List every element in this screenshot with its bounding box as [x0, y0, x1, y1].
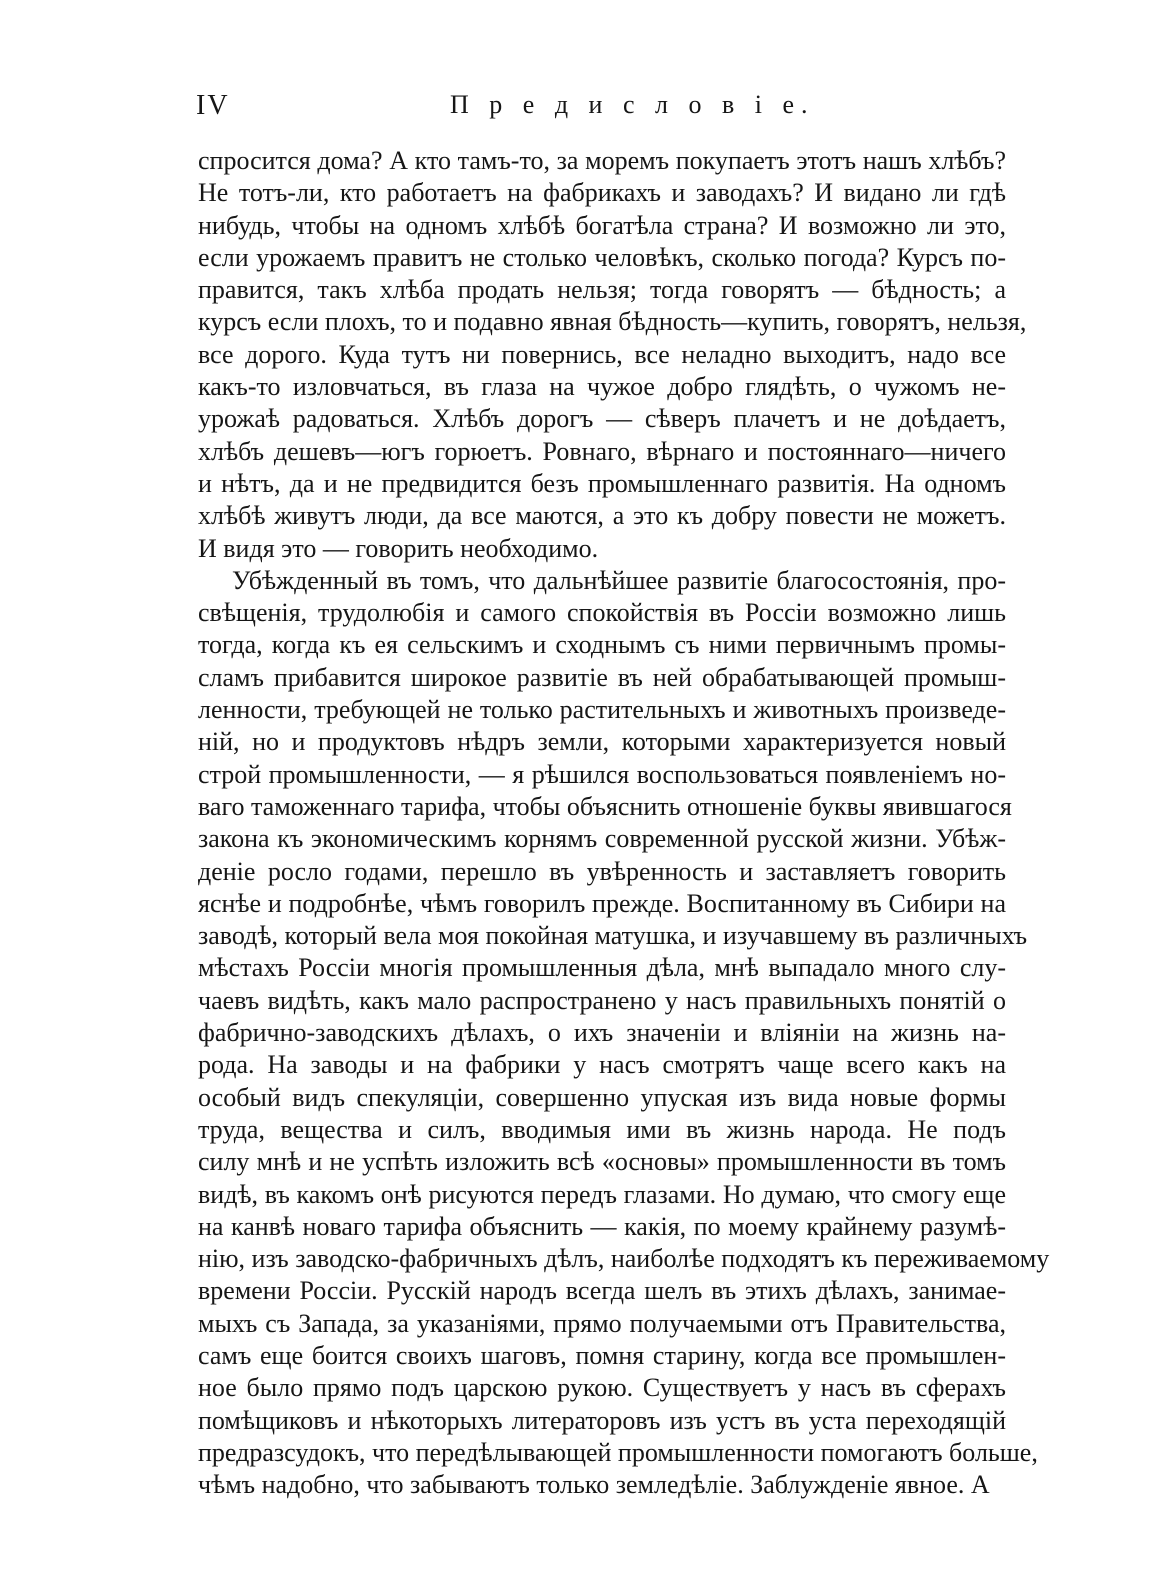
text-line: нію, изъ заводско-фабричныхъ дѣлъ, наиболѣе подходятъ къ переживаемому — [198, 1244, 1050, 1274]
text-line: деніе росло годами, перешло въ увѣренность и заставляетъ говорить — [198, 856, 1006, 886]
text-line: видѣ, въ какомъ онѣ рисуются передъ глазами. Но думаю, что смогу еще — [198, 1179, 1006, 1209]
text-line: урожаѣ радоваться. Хлѣбъ дорогъ — сѣверъ плачетъ и не доѣдаетъ, — [198, 404, 1006, 434]
text-line: Убѣжденный въ томъ, что дальнѣйшее развитіе благосостоянія, про- — [232, 565, 1006, 595]
text-line: курсъ если плохъ, то и подавно явная бѣдность—купить, говорятъ, нельзя, — [198, 307, 1027, 337]
text-line: какъ-то изловчаться, въ глаза на чужое добро глядѣть, о чужомъ не- — [198, 372, 1006, 402]
paragraph — [198, 565, 1050, 1502]
running-title: П р е д и с л о в і е. — [450, 90, 815, 119]
text-line: свѣщенія, трудолюбія и самого спокойствія въ Россіи возможно лишь — [198, 598, 1006, 628]
text-line: труда, вещества и силъ, вводимыя ими въ жизнь народа. Не подъ — [198, 1114, 1006, 1144]
text-line: фабрично-заводскихъ дѣлахъ, о ихъ значеніи и вліяніи на жизнь на- — [198, 1018, 1006, 1048]
text-line: и нѣтъ, да и не предвидится безъ промышленнаго развитія. На одномъ — [198, 468, 1006, 498]
text-line: мѣстахъ Россіи многія промышленныя дѣла, мнѣ выпадало много слу- — [198, 953, 1006, 983]
page-header — [0, 0, 1163, 140]
text-line: ваго таможеннаго тарифа, чтобы объяснить отношеніе буквы явившагося — [198, 791, 1012, 821]
text-line: яснѣе и подробнѣе, чѣмъ говорилъ прежде. Воспитанному въ Сибири на — [198, 888, 1006, 918]
text-line: ленности, требующей не только растительныхъ и животныхъ произведе- — [198, 695, 1006, 725]
text-line: предразсудокъ, что передѣлывающей промышленности помогаютъ больше, — [198, 1437, 1038, 1467]
text-line: чаевъ видѣть, какъ мало распространено у насъ правильныхъ понятій о — [198, 985, 1006, 1015]
page-number: IV — [196, 90, 230, 121]
text-line: нибудь, чтобы на одномъ хлѣбѣ богатѣла страна? И возможно ли это, — [198, 210, 1006, 240]
text-line: мыхъ съ Запада, за указаніями, прямо получаемыми отъ Правительства, — [198, 1308, 1006, 1338]
text-line: правится, такъ хлѣба продать нельзя; тогда говорятъ — бѣдность; а — [198, 275, 1006, 305]
text-line: все дорого. Куда тутъ ни повернись, все неладно выходитъ, надо все — [198, 339, 1006, 369]
text-line: помѣщиковъ и нѣкоторыхъ литераторовъ изъ устъ въ уста переходящій — [198, 1405, 1006, 1435]
text-line: заводѣ, который вела моя покойная матушка, и изучавшему въ различныхъ — [198, 921, 1028, 951]
text-line: рода. На заводы и на фабрики у насъ смотрятъ чаще всего какъ на — [198, 1050, 1006, 1080]
text-line: сламъ прибавится широкое развитіе въ ней обрабатывающей промыш- — [198, 662, 1006, 692]
text-line: И видя это — говорить необходимо. — [198, 533, 599, 563]
text-line: чѣмъ надобно, что забываютъ только земледѣліе. Заблужденіе явное. А — [198, 1470, 990, 1500]
text-line: строй промышленности, — я рѣшился воспользоваться появленіемъ но- — [198, 759, 1006, 789]
text-line: времени Россіи. Русскій народъ всегда шелъ въ этихъ дѣлахъ, занимае- — [198, 1276, 1006, 1306]
text-line: спросится дома? А кто тамъ-то, за моремъ покупаетъ этотъ нашъ хлѣбъ? — [198, 146, 1006, 175]
text-line: тогда, когда къ ея сельскимъ и сходнымъ съ ними первичнымъ промы- — [198, 630, 1006, 660]
text-line: ній, но и продуктовъ нѣдръ земли, которыми характеризуется новый — [198, 727, 1006, 757]
text-line: Не тотъ-ли, кто работаетъ на фабрикахъ и заводахъ? И видано ли гдѣ — [198, 178, 1006, 208]
body-text — [198, 145, 1050, 1501]
text-line: закона къ экономическимъ корнямъ современной русской жизни. Убѣж- — [198, 824, 1006, 854]
text-line: ное было прямо подъ царскою рукою. Существуетъ у насъ въ сферахъ — [198, 1373, 1006, 1403]
text-line: хлѣбѣ живутъ люди, да все маются, а это къ добру повести не можетъ. — [198, 501, 1006, 531]
text-line: особый видъ спекуляціи, совершенно упуская изъ вида новые формы — [198, 1082, 1006, 1112]
text-line: самъ еще боится своихъ шаговъ, помня старину, когда все промышлен- — [198, 1340, 1006, 1370]
paragraph — [198, 145, 1027, 565]
text-line: хлѣбъ дешевъ—югъ горюетъ. Ровнаго, вѣрнаго и постояннаго—ничего — [198, 436, 1006, 466]
text-line: если урожаемъ правитъ не столько человѣкъ, сколько погода? Курсъ по- — [198, 242, 1006, 272]
text-line: силу мнѣ и не успѣть изложить всѣ «основы» промышленности въ томъ — [198, 1147, 1006, 1177]
text-line: на канвѣ новаго тарифа объяснить — какія, по моему крайнему разумѣ- — [198, 1211, 1006, 1241]
